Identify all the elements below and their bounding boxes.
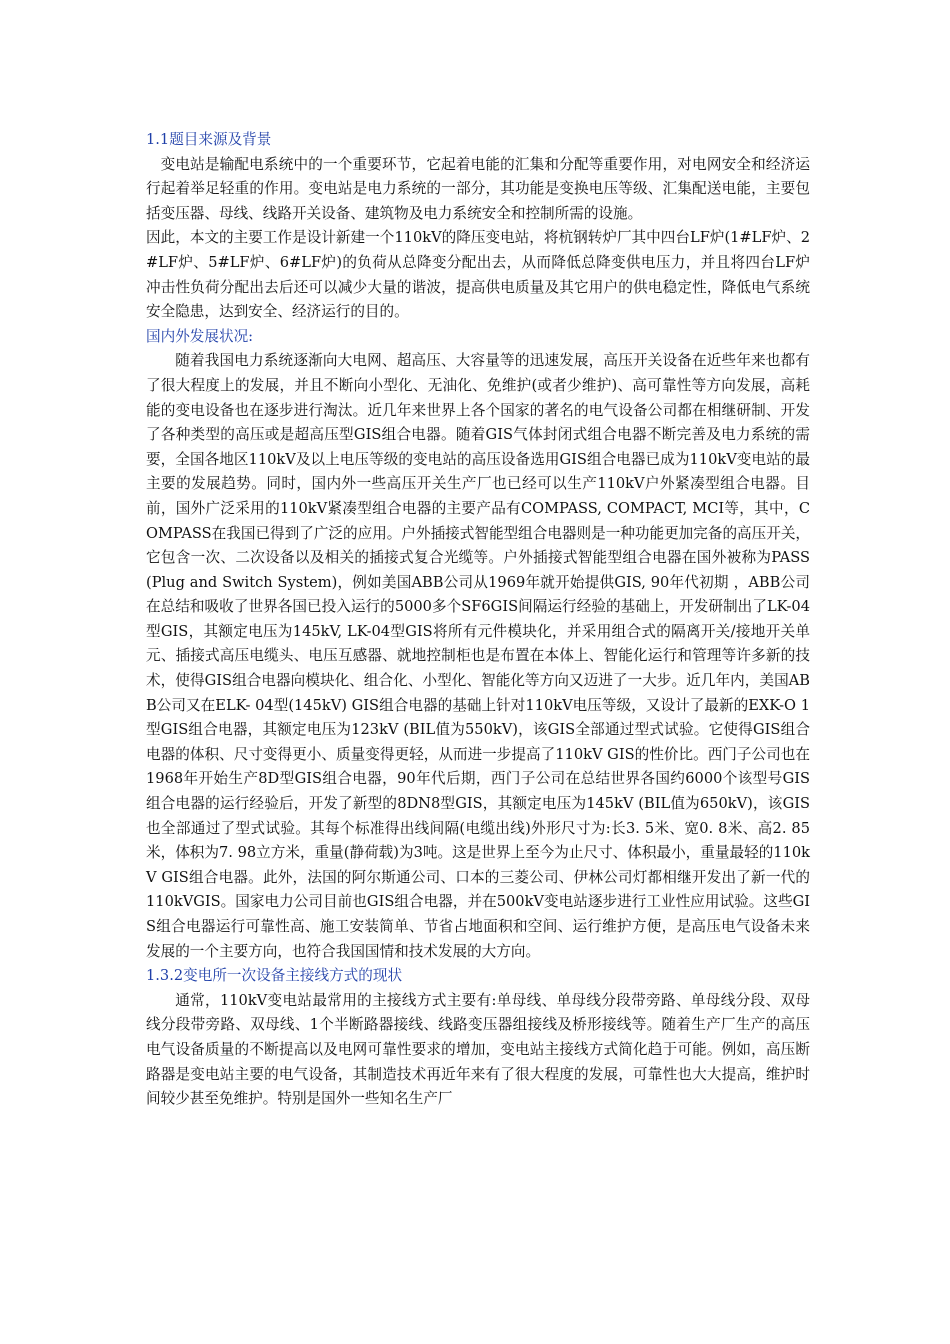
paragraph-gis-development: 随着我国电力系统逐渐向大电网、超高压、大容量等的迅速发展，高压开关设备在近些年来也都有了很大程度上的发展，并且不断向小型化、无油化、免维护(或者少维护)、高可靠性等方向发展，高耗能的变电设备也在逐步进行淘汰。近几年来世界上各个国家的著名的电气设备公司都在相继研制、开发了各种类型的高压或是超高压型GIS组合电器。随着GIS气体封闭式组合电器不断完善及电力系统的需要，全国各地区110kV及以上电压等级的变电站的高压设备选用GIS组合电器已成为110kV变电站的最主要的发展趋势。同时，国内外一些高压开关生产厂也已经可以生产110kV户外紧凑型组合电器。目前，国外广泛采用的110kV紧凑型组合电器的主要产品有COMPASS, COMPACT, MCI等，其中，COMPASS在我国已得到了广泛的应用。户外插接式智能型组合电器则是一种功能更加完备的高压开关，它包含一次、二次设备以及相关的插接式复合光缆等。户外插接式智能型组合电器在国外被称为PASS (Plug and Switch System)，例如美国ABB公司从1969年就开始提供GIS, 90年代初期 ，ABB公司在总结和吸收了世界各国已投入运行的5000多个SF6GIS间隔运行经验的基础上，开发研制出了LK-04型GIS，其额定电压为145kV, LK-04型GIS将所有元件模块化，并采用组合式的隔离开关/接地开关单元、插接式高压电缆头、电压互感器、就地控制柜也是布置在本体上、智能化运行和管理等许多新的技术，使得GIS组合电器向模块化、组合化、小型化、智能化等方向又迈进了一大步。近几年内，美国ABB公司又在ELK- 04型(145kV) GIS组合电器的基础上针对110kV电压等级，又设计了最新的EXK-O 1型GIS组合电器，其额定电压为123kV (BIL值为550kV)，该GIS全部通过型式试验。它使得GIS组合电器的体积、尺寸变得更小、质量变得更轻，从而进一步提高了110kV GIS的性价比。西门子公司也在1968年开始生产8D型GIS组合电器，90年代后期，西门子公司在总结世界各国约6000个该型号GIS组合电器的运行经验后，开发了新型的8DN8型GIS，其额定电压为145kV (BIL值为650kV)，该GIS也全部通过了型式试验。其每个标准得出线间隔(电缆出线)外形尺寸为:长3. 5米、宽0. 8米、高2. 85米，体积为7. 98立方米，重量(静荷载)为3吨。这是世界上至今为止尺寸、体积最小，重量最轻的110kV GIS组合电器。此外，法国的阿尔斯通公司、口本的三菱公司、伊林公司灯都相继开发出了新一代的110kVGIS。国家电力公司目前也GIS组合电器，并在500kV变电站逐步进行工业性应用试验。这些GIS组合电器运行可靠性高、施工安装简单、节省占地面积和空间、运行维护方便，是高压电气设备未来发展的一个主要方向，也符合我国国情和技术发展的大方向。 [146, 352, 811, 960]
paragraph-design-purpose: 因此，本文的主要工作是设计新建一个110kV的降压变电站，将杭钢转炉厂其中四台LF炉(1#LF炉、2#LF炉、5#LF炉、6#LF炉)的负荷从总降变分配出去，从而降低总降变供电压力，并且将四台LF炉冲击性负荷分配出去后还可以减少大量的谐波，提高供电质量及其它用户的供电稳定性，降低电气系统安全隐患，达到安全、经济运行的目的。 [146, 229, 810, 321]
section-heading-main-wiring: 1.3.2变电所一次设备主接线方式的现状 [146, 967, 403, 985]
section-heading-development-status: 国内外发展状况: [146, 327, 254, 345]
document-body [146, 128, 810, 1112]
paragraph-substation-role: 变电站是输配电系统中的一个重要环节，它起着电能的汇集和分配等重要作用，对电网安全和经济运行起着举足轻重的作用。变电站是电力系统的一部分，其功能是变换电压等级、汇集配送电能，主要包括变压器、母线、线路开关设备、建筑物及电力系统安全和控制所需的设施。 [146, 155, 810, 222]
section-heading-topic-source: 1.1题目来源及背景 [146, 131, 272, 148]
paragraph-main-wiring-status: 通常，110kV变电站最常用的主接线方式主要有:单母线、单母线分段带旁路、单母线分段、双母线分段带旁路、双母线、1个半断路器接线、线路变压器组接线及桥形接线等。随着生产厂生产的高压电气设备质量的不断提高以及电网可靠性要求的增加，变电站主接线方式简化趋于可能。例如，高压断路器是变电站主要的电气设备，其制造技术再近年来有了很大程度的发展，可靠性也大大提高，维护时间较少甚至免维护。特别是国外一些知名生产厂 [146, 991, 810, 1108]
